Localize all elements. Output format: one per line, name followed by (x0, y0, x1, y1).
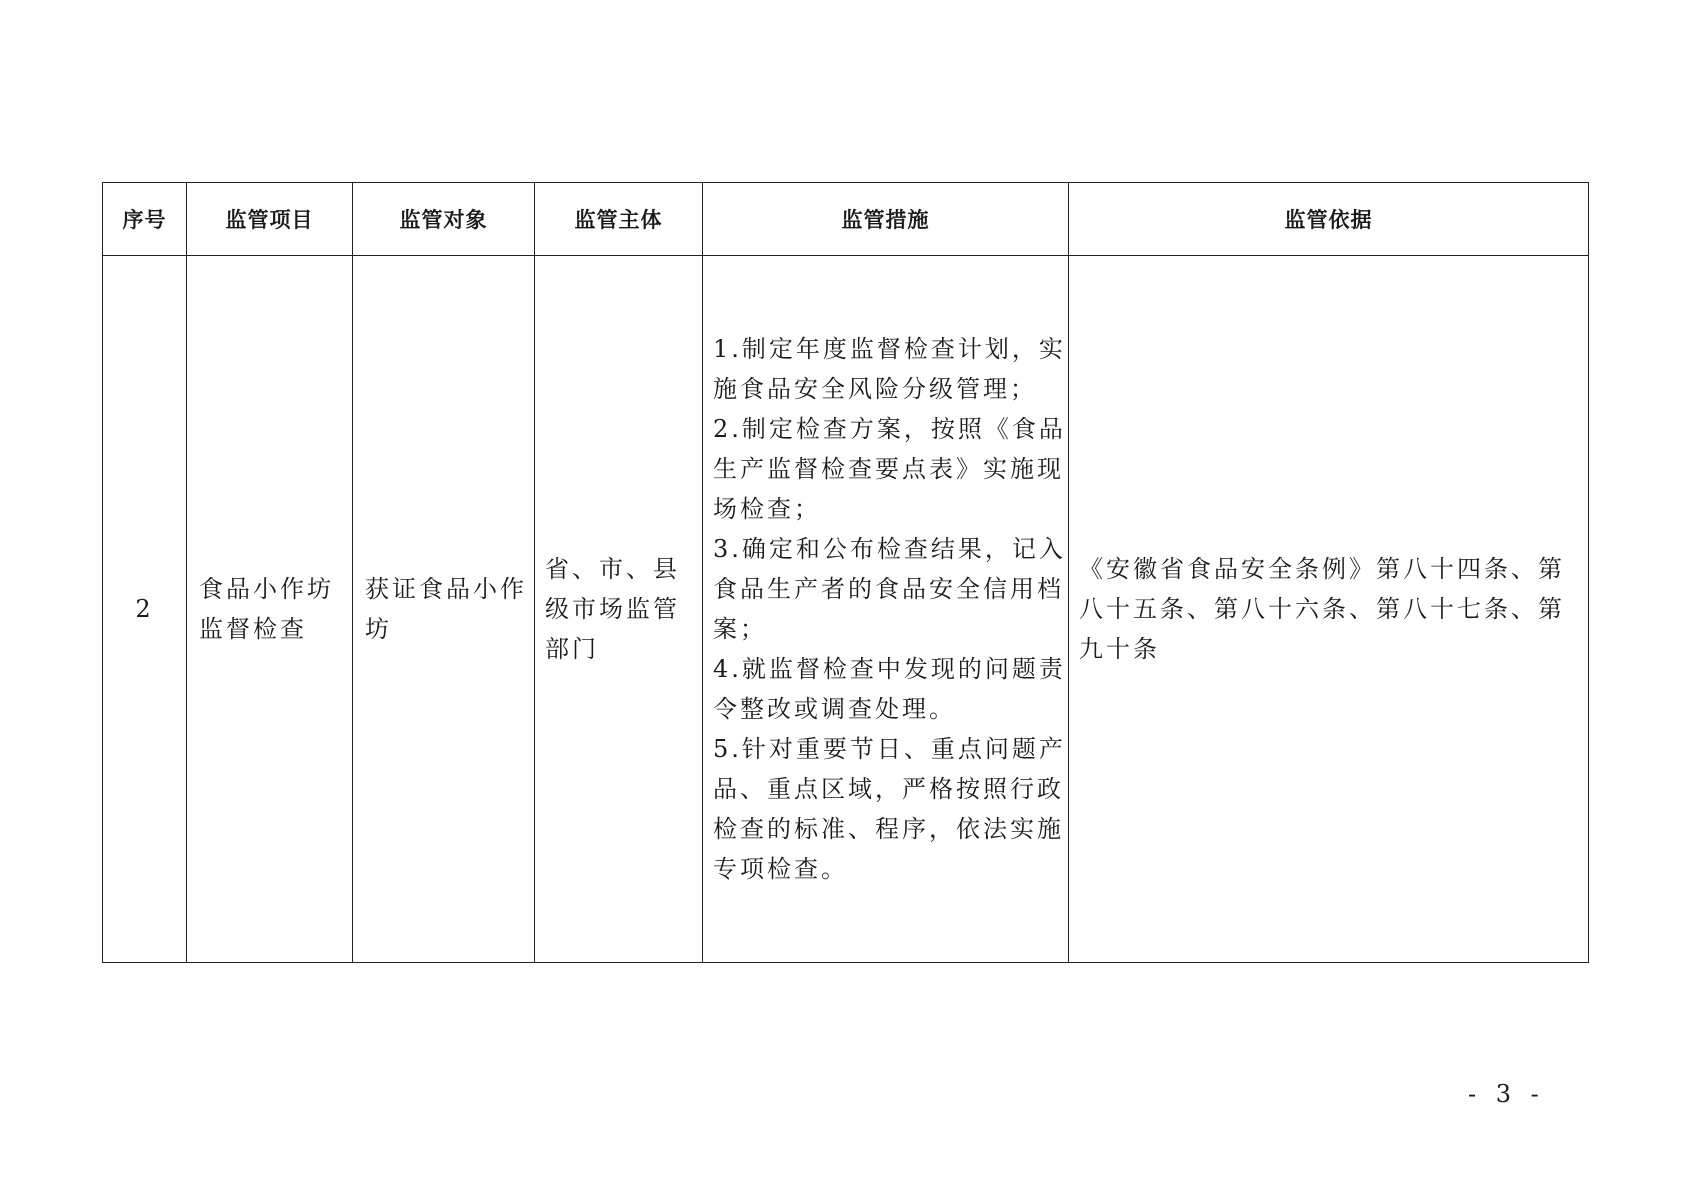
cell-seq: 2 (103, 256, 187, 963)
table-row (103, 256, 1589, 963)
measure-item: 3.确定和公布检查结果，记入食品生产者的食品安全信用档案； (713, 535, 1066, 643)
cell-basis: 《安徽省食品安全条例》第八十四条、第八十五条、第八十六条、第八十七条、第九十条 (1069, 256, 1589, 963)
measure-item: 4.就监督检查中发现的问题责令整改或调查处理。 (713, 655, 1066, 723)
supervision-table (102, 182, 1589, 963)
table-header-row (103, 183, 1589, 256)
header-item: 监管项目 (187, 183, 353, 256)
cell-target: 获证食品小作坊 (353, 256, 535, 963)
measure-item: 2.制定检查方案，按照《食品生产监督检查要点表》实施现场检查； (713, 415, 1066, 523)
cell-measures (703, 256, 1069, 963)
cell-item: 食品小作坊监督检查 (187, 256, 353, 963)
cell-subject: 省、市、县级市场监管部门 (535, 256, 703, 963)
header-measures: 监管措施 (703, 183, 1069, 256)
header-seq: 序号 (103, 183, 187, 256)
header-subject: 监管主体 (535, 183, 703, 256)
page-number: - 3 - (1468, 1080, 1545, 1108)
measure-item: 1.制定年度监督检查计划，实施食品安全风险分级管理； (713, 335, 1066, 403)
header-target: 监管对象 (353, 183, 535, 256)
measure-item: 5.针对重要节日、重点问题产品、重点区域，严格按照行政检查的标准、程序，依法实施专项检查。 (713, 735, 1066, 883)
header-basis: 监管依据 (1069, 183, 1589, 256)
